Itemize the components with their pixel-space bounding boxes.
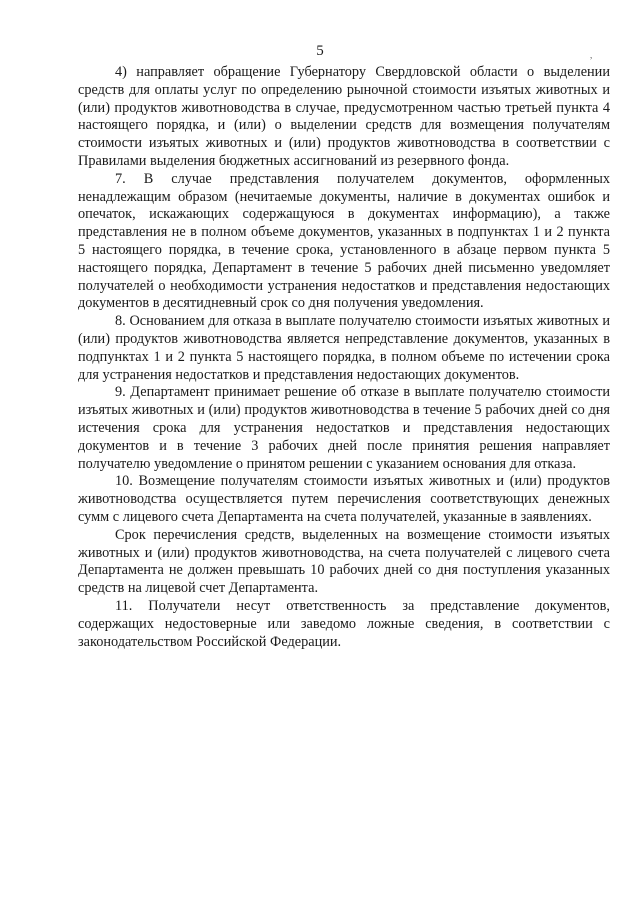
paragraph-clause-10: 10. Возмещение получателям стоимости изъятых животных и (или) продуктов животноводства осуществляется путем перечисления соответствующих денежных сумм с лицевого счета Департамента на счета получателей, указанные в заявлениях. bbox=[78, 473, 610, 525]
paragraph-item-4: 4) направляет обращение Губернатору Свердловской области о выделении средств для оплаты услуг по определению рыночной стоимости изъятых животных и (или) продуктов животноводства в случае, предусмотренном частью третьей пункта 4 настоящего порядка, и (или) о выделении средств для возмещения получателям стоимости изъятых животных и (или) продуктов животноводства в соответствии с Правилами выделения бюджетных ассигнований из резервного фонда. bbox=[78, 64, 610, 169]
paragraph-clause-8: 8. Основанием для отказа в выплате получателю стоимости изъятых животных и (или) продуктов животноводства является непредставление документов, указанных в подпунктах 1 и 2 пункта 5 настоящего порядка, в полном объеме по истечении срока для устранения недостатков и представления недостающих документов. bbox=[78, 313, 610, 383]
paragraph-clause-9: 9. Департамент принимает решение об отказе в выплате получателю стоимости изъятых животных и (или) продуктов животноводства в течение 5 рабочих дней со дня истечения срока для устранения недостатков и представления недостающих документов и в течение 3 рабочих дней после принятия решения направляет получателю уведомление о принятом решении с указанием основания для отказа. bbox=[78, 384, 610, 472]
document-body bbox=[78, 64, 610, 651]
page-number: 5 bbox=[316, 43, 324, 59]
paragraph-clause-10-term: Срок перечисления средств, выделенных на возмещение стоимости изъятых животных и (или) продуктов животноводства, на счета получателей с лицевого счета Департамента не должен превышать 10 рабочих дней со дня поступления указанных средств на лицевой счет Департамента. bbox=[78, 526, 610, 597]
stray-mark: , bbox=[590, 50, 593, 60]
paragraph-clause-7: 7. В случае представления получателем документов, оформленных ненадлежащим образом (нечитаемые документы, наличие в документах ошибок и опечаток, искажающих содержащуюся в документах информацию), а также представления не в полном объеме документов, указанных в подпунктах 1 и 2 пункта 5 настоящего порядка, в течение срока, установленного в абзаце первом пункта 5 настоящего порядка, Департамент в течение 5 рабочих дней письменно уведомляет получателей о необходимости устранения недостатков и представления недостающих документов в десятидневный срок со дня получения уведомления. bbox=[78, 170, 610, 312]
paragraph-clause-11: 11. Получатели несут ответственность за представление документов, содержащих недостоверные или заведомо ложные сведения, в соответствии с законодательством Российской Федерации. bbox=[78, 597, 610, 650]
